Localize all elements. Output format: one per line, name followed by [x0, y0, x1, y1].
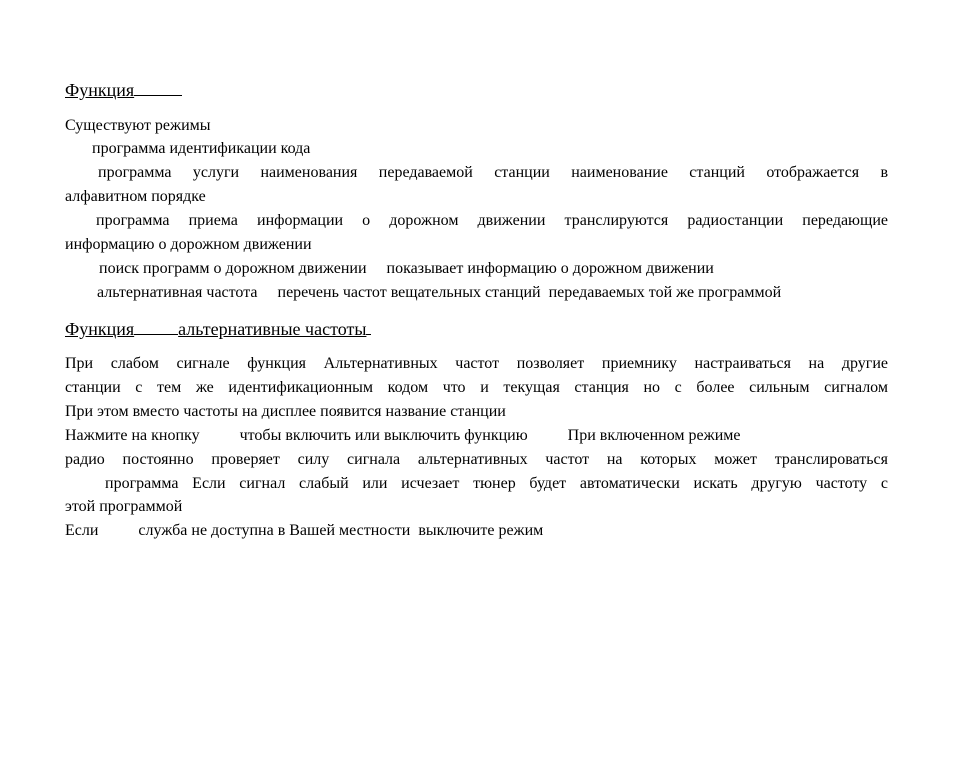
paragraph-line: этой программой [65, 498, 183, 515]
paragraph-line: При слабом сигнале функция Альтернативных частот позволяет приемнику настраиваться на другие [65, 355, 888, 372]
paragraph-line: Если служба не доступна в Вашей местности выключите режим [65, 522, 544, 539]
section1-intro: Существуют режимы [65, 117, 211, 134]
paragraph-line: При этом вместо частоты на дисплее появится название станции [65, 403, 506, 420]
paragraph-line: станции с тем же идентификационным кодом что и текущая станция но с более сильным сигналом [65, 379, 888, 396]
paragraph-line: радио постоянно проверяет силу сигнала альтернативных частот на которых может транслироваться [65, 451, 888, 468]
mode-line: альтернативная частота перечень частот вещательных станций передаваемых той же программой [97, 284, 782, 301]
mode-line: поиск программ о дорожном движении показывает информацию о дорожном движении [99, 260, 714, 277]
section1-heading: Функция [65, 79, 182, 101]
mode-line: алфавитном порядке [65, 188, 206, 205]
mode-line: программа приема информации о дорожном движении транслируются радиостанции передающие [96, 212, 888, 229]
mode-line: программа услуги наименования передаваемой станции наименование станций отображается в [98, 164, 888, 181]
paragraph-line: программа Если сигнал слабый или исчезает тюнер будет автоматически искать другую частоту с [105, 475, 888, 492]
mode-line: информацию о дорожном движении [65, 236, 312, 253]
section2-heading: Функция альтернативные частоты [65, 318, 371, 340]
paragraph-line: Нажмите на кнопку чтобы включить или выключить функцию При включенном режиме [65, 427, 741, 444]
mode-line: программа идентификации кода [92, 140, 311, 157]
